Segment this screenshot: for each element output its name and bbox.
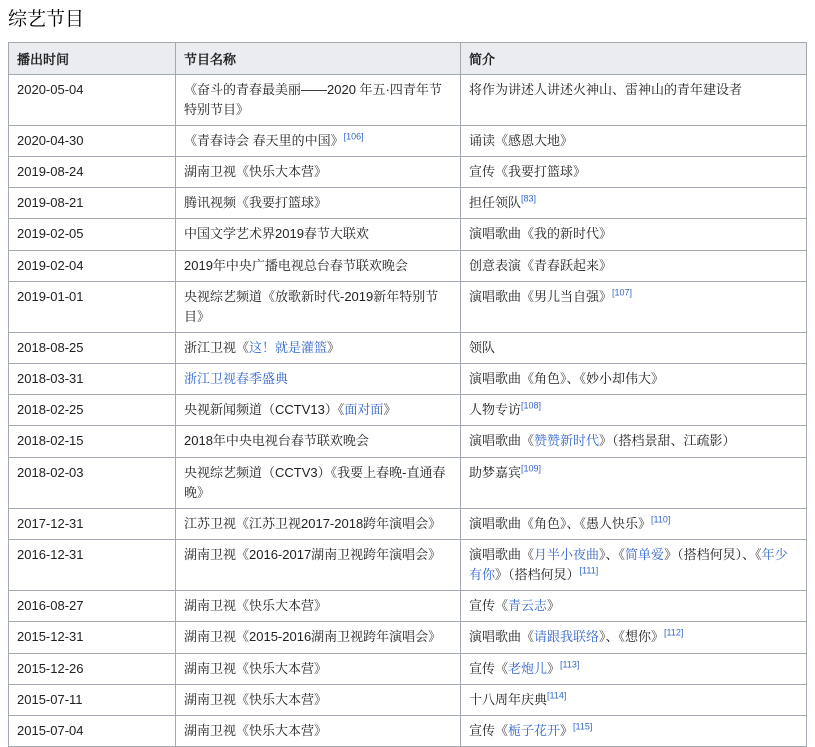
cell-airdate: 2016-08-27 bbox=[9, 591, 176, 622]
cell-description bbox=[461, 74, 807, 125]
text-fragment: 2018年中央电视台春节联欢晚会 bbox=[184, 433, 369, 449]
text-fragment: 腾讯视频《我要打篮球》 bbox=[184, 195, 328, 211]
page-title: 综艺节目 bbox=[8, 9, 85, 30]
table-row bbox=[9, 281, 807, 332]
cell-airdate: 2018-02-15 bbox=[9, 426, 176, 457]
text-fragment: 演唱歌曲《角色》、《愚人快乐》 bbox=[469, 515, 652, 531]
text-fragment: 《奋斗的青春最美丽——2020 年五·四青年节特别节目》 bbox=[184, 81, 442, 117]
text-fragment: 将作为讲述人讲述火神山、雷神山的青年建设者 bbox=[469, 81, 743, 97]
text-fragment: 担任领队 bbox=[469, 195, 522, 211]
cell-description bbox=[461, 591, 807, 622]
table-row bbox=[9, 591, 807, 622]
reference-marker[interactable] bbox=[580, 566, 599, 576]
cell-program-name bbox=[176, 426, 461, 457]
cell-airdate: 2019-02-05 bbox=[9, 219, 176, 250]
table-row bbox=[9, 125, 807, 156]
reference-link[interactable]: [83] bbox=[521, 193, 537, 204]
reference-link[interactable]: [113] bbox=[560, 659, 580, 670]
text-fragment: 演唱歌曲《我的新时代》 bbox=[469, 226, 613, 242]
cell-description bbox=[461, 653, 807, 684]
text-fragment: 》 bbox=[547, 660, 561, 676]
text-fragment: 》（搭档何炅）、《 bbox=[664, 546, 762, 562]
cell-airdate: 2015-07-11 bbox=[9, 684, 176, 715]
cell-description bbox=[461, 157, 807, 188]
text-fragment: 演唱歌曲《 bbox=[469, 629, 535, 645]
cell-description bbox=[461, 250, 807, 281]
cell-description bbox=[461, 332, 807, 363]
table-header-row bbox=[9, 42, 807, 74]
table-row bbox=[9, 364, 807, 395]
text-fragment: 》 bbox=[560, 722, 574, 738]
wiki-link[interactable]: 月半小夜曲 bbox=[534, 546, 600, 562]
text-fragment: 浙江卫视《 bbox=[184, 339, 250, 355]
text-fragment: 人物专访 bbox=[469, 402, 522, 418]
text-fragment: 中国文学艺术界2019春节大联欢 bbox=[184, 226, 369, 242]
wiki-link[interactable]: 请跟我联络 bbox=[534, 629, 600, 645]
reference-link[interactable]: [112] bbox=[664, 628, 684, 639]
reference-marker[interactable] bbox=[651, 514, 670, 524]
wiki-link[interactable]: 面对面 bbox=[344, 402, 384, 418]
cell-description bbox=[461, 188, 807, 219]
cell-description bbox=[461, 364, 807, 395]
text-fragment: 宣传《 bbox=[469, 660, 509, 676]
cell-program-name bbox=[176, 622, 461, 653]
reference-marker[interactable] bbox=[664, 628, 683, 638]
cell-description bbox=[461, 395, 807, 426]
cell-program-name bbox=[176, 539, 461, 590]
reference-link[interactable]: [109] bbox=[521, 463, 542, 474]
table-body bbox=[9, 74, 807, 746]
cell-airdate: 2020-04-30 bbox=[9, 125, 176, 156]
cell-airdate: 2019-01-01 bbox=[9, 281, 176, 332]
cell-program-name bbox=[176, 364, 461, 395]
cell-program-name bbox=[176, 508, 461, 539]
text-fragment: 湖南卫视《快乐大本营》 bbox=[184, 598, 328, 614]
column-header-description: 简介 bbox=[461, 42, 807, 74]
text-fragment: 领队 bbox=[469, 339, 496, 355]
reference-marker[interactable] bbox=[612, 287, 632, 297]
cell-airdate: 2019-08-24 bbox=[9, 157, 176, 188]
cell-airdate: 2018-02-25 bbox=[9, 395, 176, 426]
cell-airdate: 2015-12-31 bbox=[9, 622, 176, 653]
wiki-link[interactable]: 赞赞新时代 bbox=[534, 433, 600, 449]
reference-marker[interactable] bbox=[573, 721, 592, 731]
table-row bbox=[9, 250, 807, 281]
cell-program-name bbox=[176, 457, 461, 508]
text-fragment: 宣传《 bbox=[469, 598, 509, 614]
wiki-link[interactable]: 简单爱 bbox=[625, 546, 665, 562]
article-section bbox=[0, 8, 815, 747]
table-row bbox=[9, 395, 807, 426]
table-row bbox=[9, 539, 807, 590]
reference-marker[interactable] bbox=[560, 659, 579, 669]
table-row bbox=[9, 508, 807, 539]
text-fragment: 演唱歌曲《角色》、《妙小却伟大》 bbox=[469, 371, 665, 387]
cell-description bbox=[461, 281, 807, 332]
reference-link[interactable]: [107] bbox=[612, 287, 633, 298]
table-row bbox=[9, 188, 807, 219]
table-row bbox=[9, 715, 807, 746]
reference-marker[interactable] bbox=[547, 690, 566, 700]
cell-airdate: 2015-07-04 bbox=[9, 715, 176, 746]
text-fragment: 十八周年庆典 bbox=[469, 691, 548, 707]
text-fragment: 》、《想你》 bbox=[599, 629, 665, 645]
cell-airdate: 2020-05-04 bbox=[9, 74, 176, 125]
text-fragment: 》 bbox=[327, 339, 341, 355]
cell-airdate: 2019-02-04 bbox=[9, 250, 176, 281]
text-fragment: 》（搭档何炅） bbox=[495, 567, 580, 583]
reference-marker[interactable] bbox=[521, 194, 536, 204]
cell-program-name bbox=[176, 219, 461, 250]
text-fragment: 演唱歌曲《 bbox=[469, 546, 535, 562]
text-fragment: 》 bbox=[547, 598, 561, 614]
text-fragment: 江苏卫视《江苏卫视2017-2018跨年演唱会》 bbox=[184, 515, 442, 531]
table-row bbox=[9, 426, 807, 457]
cell-airdate: 2019-08-21 bbox=[9, 188, 176, 219]
table-row bbox=[9, 622, 807, 653]
table-row bbox=[9, 684, 807, 715]
cell-program-name bbox=[176, 250, 461, 281]
wiki-link[interactable]: 老炮儿 bbox=[508, 660, 548, 676]
text-fragment: 诵读《感恩大地》 bbox=[469, 132, 574, 148]
reference-marker[interactable] bbox=[521, 463, 541, 473]
wiki-link[interactable]: 年少有你 bbox=[469, 546, 788, 583]
reference-link[interactable]: [115] bbox=[573, 721, 593, 732]
table-row bbox=[9, 157, 807, 188]
cell-program-name bbox=[176, 715, 461, 746]
text-fragment: 助梦嘉宾 bbox=[469, 464, 522, 480]
table-row bbox=[9, 332, 807, 363]
text-fragment: 央视综艺频道（CCTV3）《我要上春晚-直通春晚》 bbox=[184, 464, 446, 500]
reference-marker[interactable] bbox=[521, 401, 541, 411]
cell-program-name bbox=[176, 332, 461, 363]
reference-link[interactable]: [106] bbox=[343, 131, 364, 142]
cell-program-name bbox=[176, 281, 461, 332]
cell-description bbox=[461, 508, 807, 539]
cell-program-name bbox=[176, 125, 461, 156]
text-fragment: 2019年中央广播电视总台春节联欢晚会 bbox=[184, 257, 408, 273]
text-fragment: 创意表演《青春跃起来》 bbox=[469, 257, 613, 273]
text-fragment: 演唱歌曲《 bbox=[469, 433, 535, 449]
text-fragment: 宣传《 bbox=[469, 722, 509, 738]
text-fragment: 》（搭档景甜、江疏影） bbox=[599, 433, 736, 449]
wiki-link[interactable]: 青云志 bbox=[508, 598, 548, 614]
column-header-airdate: 播出时间 bbox=[9, 42, 176, 74]
text-fragment: 湖南卫视《快乐大本营》 bbox=[184, 660, 328, 676]
text-fragment: 湖南卫视《2016-2017湖南卫视跨年演唱会》 bbox=[184, 546, 442, 562]
cell-airdate: 2018-03-31 bbox=[9, 364, 176, 395]
wiki-link[interactable]: 栀子花开 bbox=[508, 722, 561, 738]
text-fragment: 宣传《我要打篮球》 bbox=[469, 164, 587, 180]
table-row bbox=[9, 653, 807, 684]
column-header-program: 节目名称 bbox=[176, 42, 461, 74]
cell-airdate: 2016-12-31 bbox=[9, 539, 176, 590]
cell-description bbox=[461, 219, 807, 250]
cell-description bbox=[461, 684, 807, 715]
variety-shows-table bbox=[8, 42, 807, 747]
text-fragment: 》 bbox=[383, 402, 397, 418]
cell-description bbox=[461, 622, 807, 653]
cell-program-name bbox=[176, 684, 461, 715]
cell-airdate: 2017-12-31 bbox=[9, 508, 176, 539]
text-fragment: 《青春诗会 春天里的中国》 bbox=[184, 132, 344, 148]
cell-description bbox=[461, 715, 807, 746]
cell-program-name bbox=[176, 653, 461, 684]
text-fragment: 演唱歌曲《男儿当自强》 bbox=[469, 288, 613, 304]
text-fragment: 》、《 bbox=[599, 546, 626, 562]
cell-program-name bbox=[176, 74, 461, 125]
text-fragment: 央视新闻频道（CCTV13）《 bbox=[184, 402, 345, 418]
table-row bbox=[9, 74, 807, 125]
cell-program-name bbox=[176, 395, 461, 426]
cell-description bbox=[461, 457, 807, 508]
cell-program-name bbox=[176, 157, 461, 188]
wiki-link[interactable]: 浙江卫视春季盛典 bbox=[184, 371, 289, 387]
cell-airdate: 2018-02-03 bbox=[9, 457, 176, 508]
reference-link[interactable]: [114] bbox=[547, 690, 567, 701]
text-fragment: 湖南卫视《2015-2016湖南卫视跨年演唱会》 bbox=[184, 629, 442, 645]
cell-description bbox=[461, 125, 807, 156]
reference-link[interactable]: [108] bbox=[521, 400, 542, 411]
cell-description bbox=[461, 539, 807, 590]
text-fragment: 湖南卫视《快乐大本营》 bbox=[184, 164, 328, 180]
text-fragment: 央视综艺频道《放歌新时代-2019新年特别节目》 bbox=[184, 288, 439, 324]
cell-airdate: 2018-08-25 bbox=[9, 332, 176, 363]
text-fragment: 湖南卫视《快乐大本营》 bbox=[184, 691, 328, 707]
reference-link[interactable]: [111] bbox=[579, 565, 599, 576]
reference-link[interactable]: [110] bbox=[651, 514, 671, 525]
reference-marker[interactable] bbox=[344, 132, 364, 142]
table-row bbox=[9, 219, 807, 250]
cell-description bbox=[461, 426, 807, 457]
table-row bbox=[9, 457, 807, 508]
cell-airdate: 2015-12-26 bbox=[9, 653, 176, 684]
cell-program-name bbox=[176, 591, 461, 622]
text-fragment: 湖南卫视《快乐大本营》 bbox=[184, 722, 328, 738]
cell-program-name bbox=[176, 188, 461, 219]
wiki-link[interactable]: 这！就是灌篮 bbox=[249, 339, 328, 355]
